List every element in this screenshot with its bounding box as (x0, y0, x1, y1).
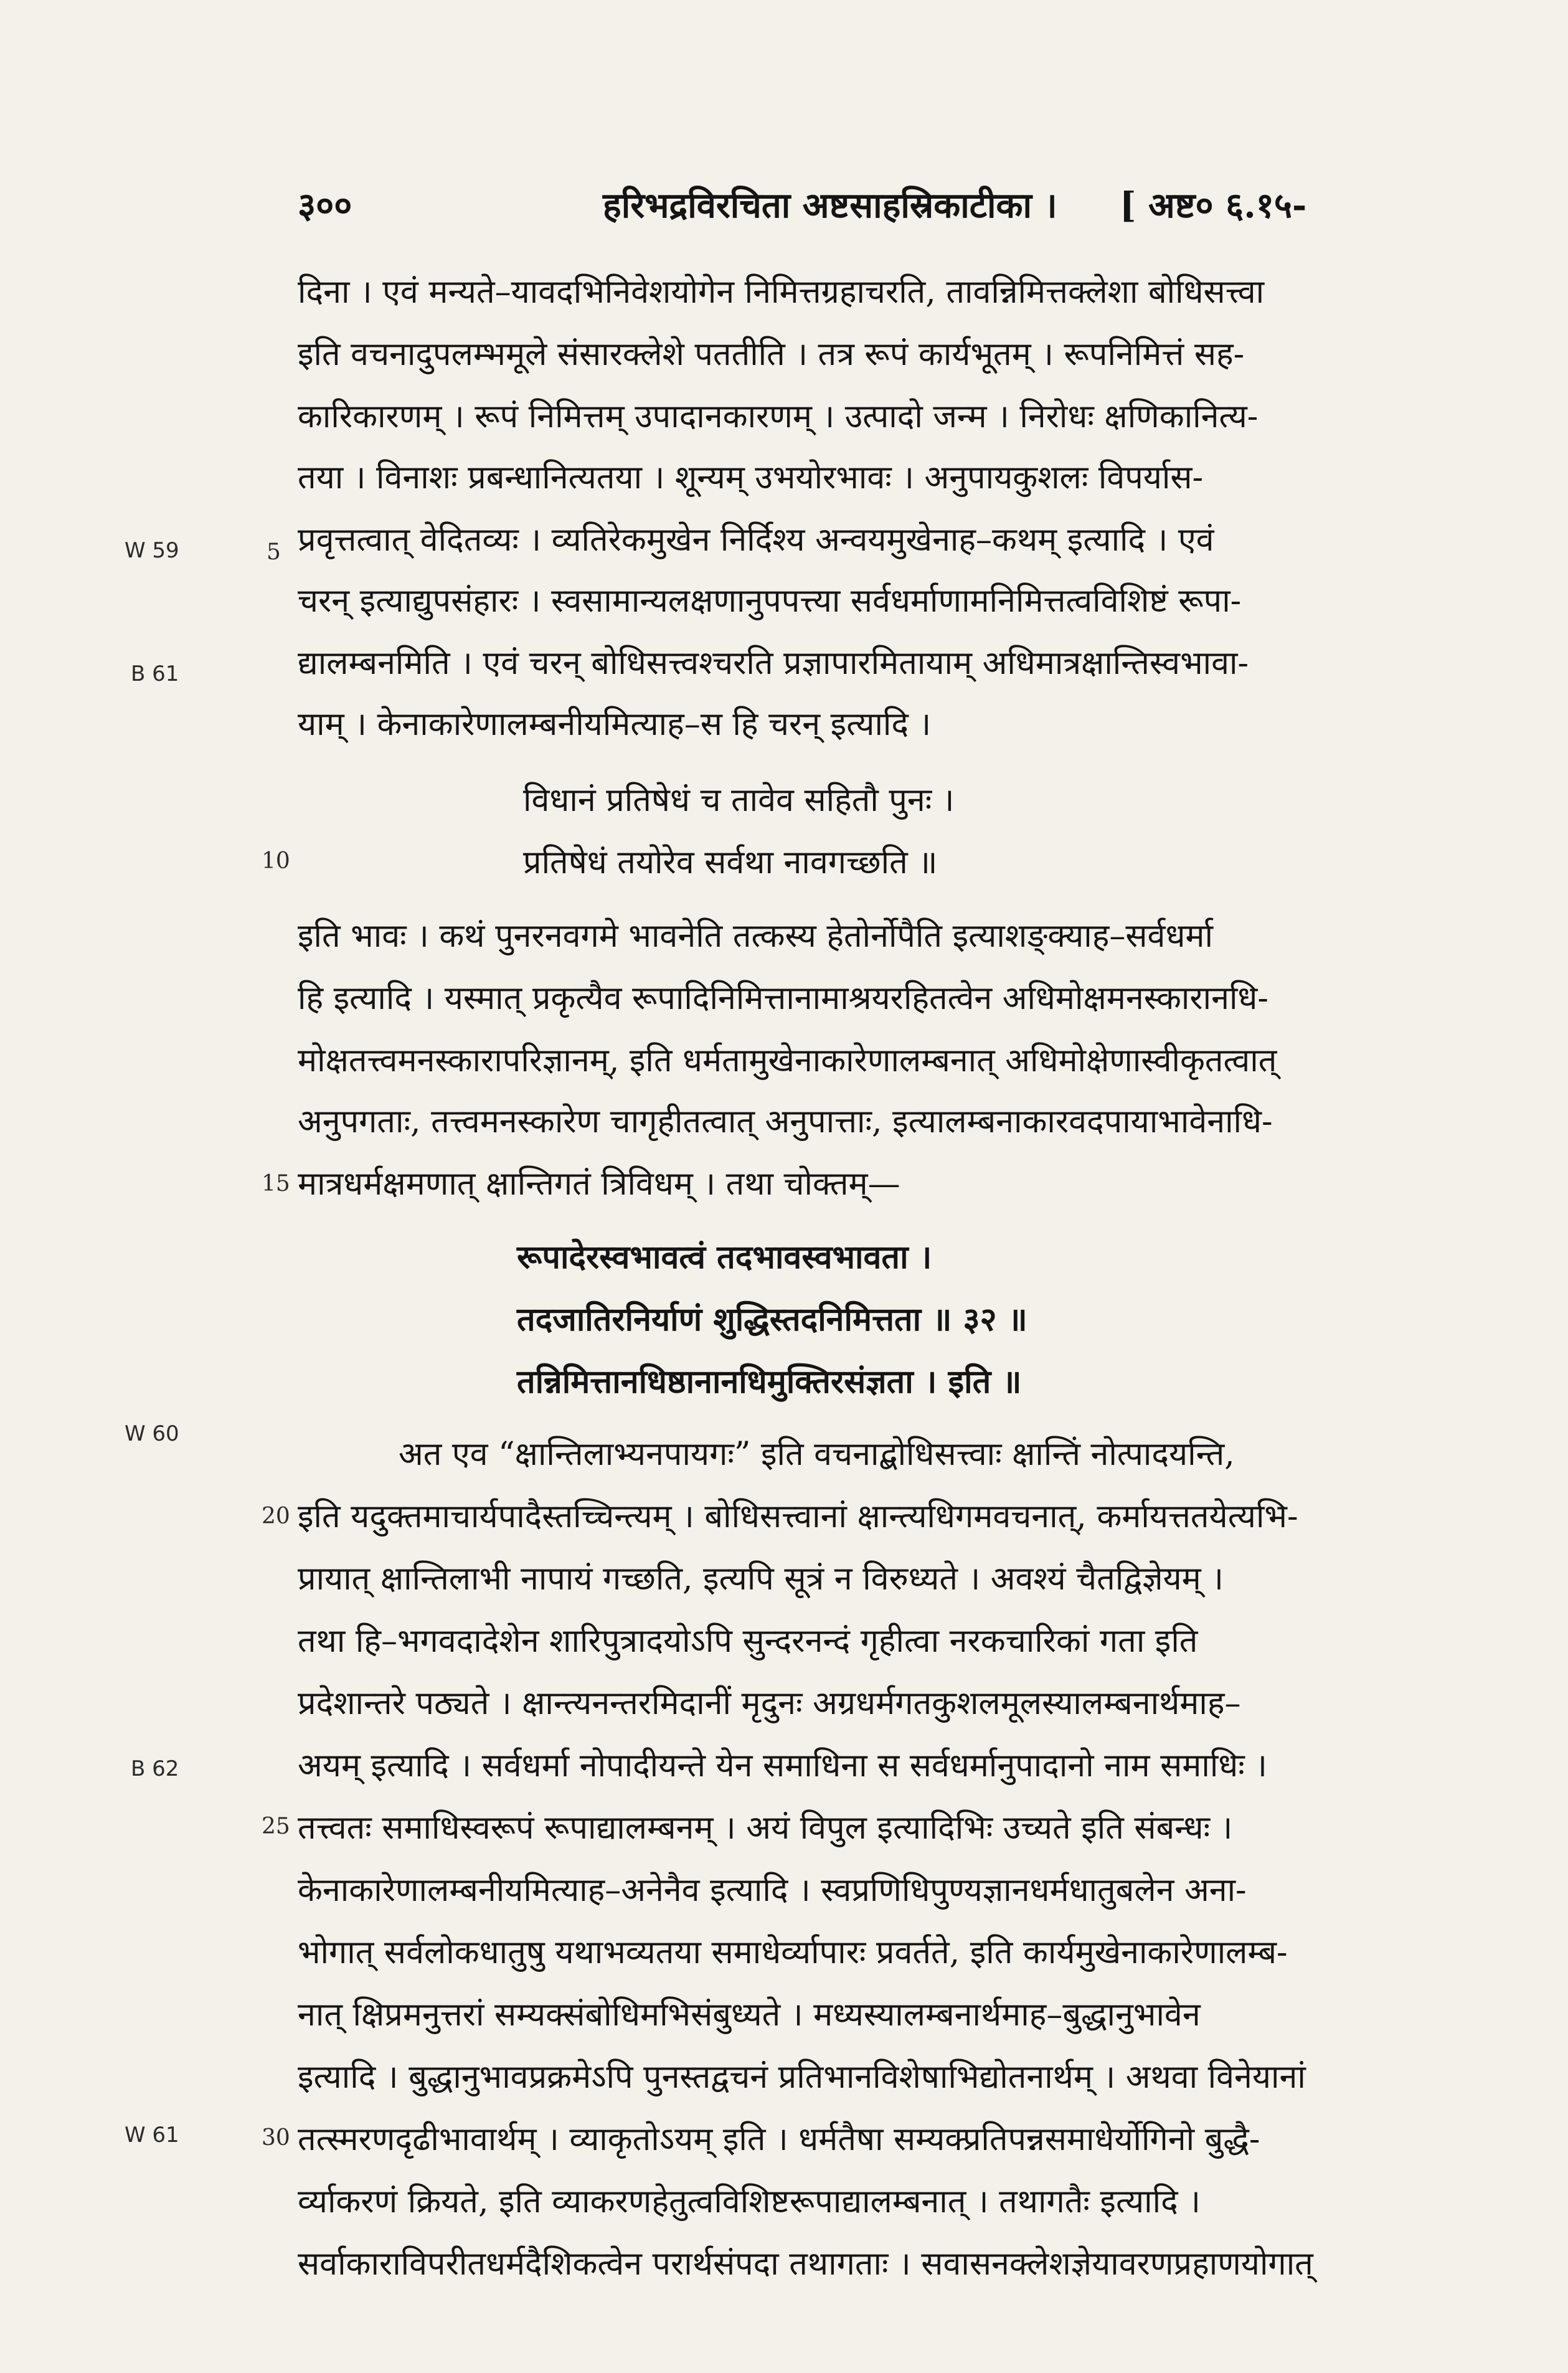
text-line: कारिकारणम् । रूपं निमित्तम् उपादानकारणम् । उत्पादो जन्म । निरोधः क्षणिकानित्य- (298, 398, 1259, 435)
text-line: नात् क्षिप्रमनुत्तरां सम्यक्संबोधिमभिसंबुध्यते । मध्यस्यालम्बनार्थमाह–बुद्धानुभावेन (298, 1996, 1201, 2034)
line-number: 25 (262, 1814, 290, 1839)
text-line: इत्यादि । बुद्धानुभावप्रक्रमेऽपि पुनस्तद्वचनं प्रतिभानविशेषाभिद्योतनार्थम् । अथवा विनेयानां (298, 2058, 1306, 2096)
line-number: 20 (262, 1504, 290, 1529)
text-line: द्यालम्बनमिति । एवं चरन् बोधिसत्त्वश्चरति प्रज्ञापारमितायाम् अधिमात्रक्षान्तिस्वभावा- (298, 645, 1249, 682)
text-line: भोगात् सर्वलोकधातुषु यथाभव्यतया समाधेर्व्यापारः प्रवर्तते, इति कार्यमुखेनाकारेणालम्ब- (298, 1934, 1288, 1971)
line-number: 15 (262, 1171, 290, 1196)
text-line: दिना । एवं मन्यते–यावदभिनिवेशयोगेन निमित्तग्रहाचरति, तावन्निमित्तक्लेशा बोधिसत्त्वा (298, 273, 1265, 311)
line-number: 30 (262, 2125, 290, 2151)
text-line: प्रायात् क्षान्तिलाभी नापायं गच्छति, इत्यपि सूत्रं न विरुध्यते । अवश्यं चैतद्विज्ञेयम् । (298, 1560, 1224, 1598)
text-line: अयम् इत्यादि । सर्वधर्मा नोपादीयन्ते येन समाधिना स सर्वधर्मानुपादानो नाम समाधिः । (298, 1747, 1268, 1784)
verse-line: रूपादेरस्वभावत्वं तदभावस्वभावता । (517, 1238, 932, 1276)
text-line: हि इत्यादि । यस्मात् प्रकृत्यैव रूपादिनिमित्तानामाश्रयरहितत्वेन अधिमोक्षमनस्कारानधि- (298, 980, 1268, 1017)
margin-ref: B 62 (131, 1756, 179, 1781)
text-line: मात्रधर्मक्षमणात् क्षान्तिगतं त्रिविधम् । तथा चोक्तम्— (298, 1165, 900, 1203)
text-line: प्रदेशान्तरे पठ्यते । क्षान्त्यनन्तरमिदानीं मृदुनः अग्रधर्मगतकुशलमूलस्यालम्बनार्थमाह– (298, 1685, 1241, 1722)
text-line: र्व्याकरणं क्रियते, इति व्याकरणहेतुत्वविशिष्टरूपाद्यालम्बनात् । तथागतैः इत्यादि । (298, 2183, 1201, 2220)
margin-ref: W 59 (125, 538, 179, 563)
text-line: प्रवृत्तत्वात् वेदितव्यः । व्यतिरेकमुखेन निर्दिश्य अन्वयमुखेनाह–कथम् इत्यादि । एवं (298, 521, 1214, 559)
verse-line: तन्निमित्तानधिष्ठानानधिमुक्तिरसंज्ञता । इति ॥ (517, 1363, 1022, 1401)
verse-line: विधानं प्रतिषेधं च तावेव सहितौ पुनः । (523, 782, 955, 819)
text-line: अत एव “क्षान्तिलाभ्यनपायगः” इति वचनाद्बोधिसत्त्वाः क्षान्तिं नोत्पादयन्ति, (399, 1436, 1235, 1473)
text-line: याम् । केनाकारेणालम्बनीयमित्याह–स हि चरन् इत्यादि । (298, 706, 932, 743)
running-header (298, 168, 1481, 237)
text-line: केनाकारेणालम्बनीयमित्याह–अनेनैव इत्यादि । स्वप्रणिधिपुण्यज्ञानधर्मधातुबलेन अना- (298, 1872, 1247, 1909)
line-number: 5 (267, 539, 281, 565)
verse-line: प्रतिषेधं तयोरेव सर्वथा नावगच्छति ॥ (523, 844, 938, 881)
text-line: अनुपगताः, तत्त्वमनस्कारेण चागृहीतत्वात् अनुपात्ताः, इत्यालम्बनाकारवदपायाभावेनाधि- (298, 1103, 1273, 1140)
text-line: तया । विनाशः प्रबन्धानित्यतया । शून्यम् उभयोरभावः । अनुपायकुशलः विपर्यास- (298, 459, 1204, 496)
text-line: सर्वाकाराविपरीतधर्मदैशिकत्वेन परार्थसंपदा तथागताः । सवासनक्लेशज्ञेयावरणप्रहाणयोगात् (298, 2245, 1313, 2283)
margin-ref: W 60 (125, 1421, 179, 1446)
text-line: तथा हि–भगवदादेशेन शारिपुत्रादयोऽपि सुन्दरनन्दं गृहीत्वा नरकचारिकां गता इति (298, 1622, 1198, 1660)
verse-line: तदजातिरनिर्याणं शुद्धिस्तदनिमित्तता ॥ ३२ ॥ (517, 1300, 1027, 1338)
text-line: तत्त्वतः समाधिस्वरूपं रूपाद्यालम्बनम् । अयं विपुल इत्यादिभिः उच्यते इति संबन्धः । (298, 1809, 1233, 1847)
margin-ref: W 61 (125, 2123, 179, 2148)
text-line: मोक्षतत्त्वमनस्कारापरिज्ञानम्, इति धर्मतामुखेनाकारेणालम्बनात् अधिमोक्षेणास्वीकृतत्वात् (298, 1042, 1277, 1079)
text-line: तत्स्मरणदृढीभावार्थम् । व्याकृतोऽयम् इति । धर्मतैषा सम्यक्प्रतिपन्नसमाधेर्योगिनो बुद्धै- (298, 2121, 1260, 2158)
running-title: हरिभद्रविरचिता अष्टसाहस्रिकाटीका । (603, 185, 1057, 226)
text-line: इति भावः । कथं पुनरनवगमे भावनेति तत्कस्य हेतोर्नोपैति इत्याशङ्क्याह–सर्वधर्मा (298, 917, 1213, 955)
text-line: इति यदुक्तमाचार्यपादैस्तच्चिन्त्यम् । बोधिसत्त्वानां क्षान्त्यधिगमवचनात्, कर्मायत्ततयेत्यभि- (298, 1498, 1298, 1535)
text-line: इति वचनादुपलम्भमूले संसारक्लेशे पततीति । तत्र रूपं कार्यभूतम् । रूपनिमित्तं सह- (298, 336, 1245, 373)
section-reference: [ अष्ट० ६.१५- (1120, 185, 1307, 226)
text-line: चरन् इत्याद्युपसंहारः । स्वसामान्यलक्षणानुपपत्त्या सर्वधर्माणामनिमित्तत्वविशिष्टं रूपा- (298, 582, 1242, 620)
line-number: 10 (262, 848, 290, 874)
page-number: ३०० (298, 185, 352, 226)
margin-ref: B 61 (131, 661, 179, 686)
